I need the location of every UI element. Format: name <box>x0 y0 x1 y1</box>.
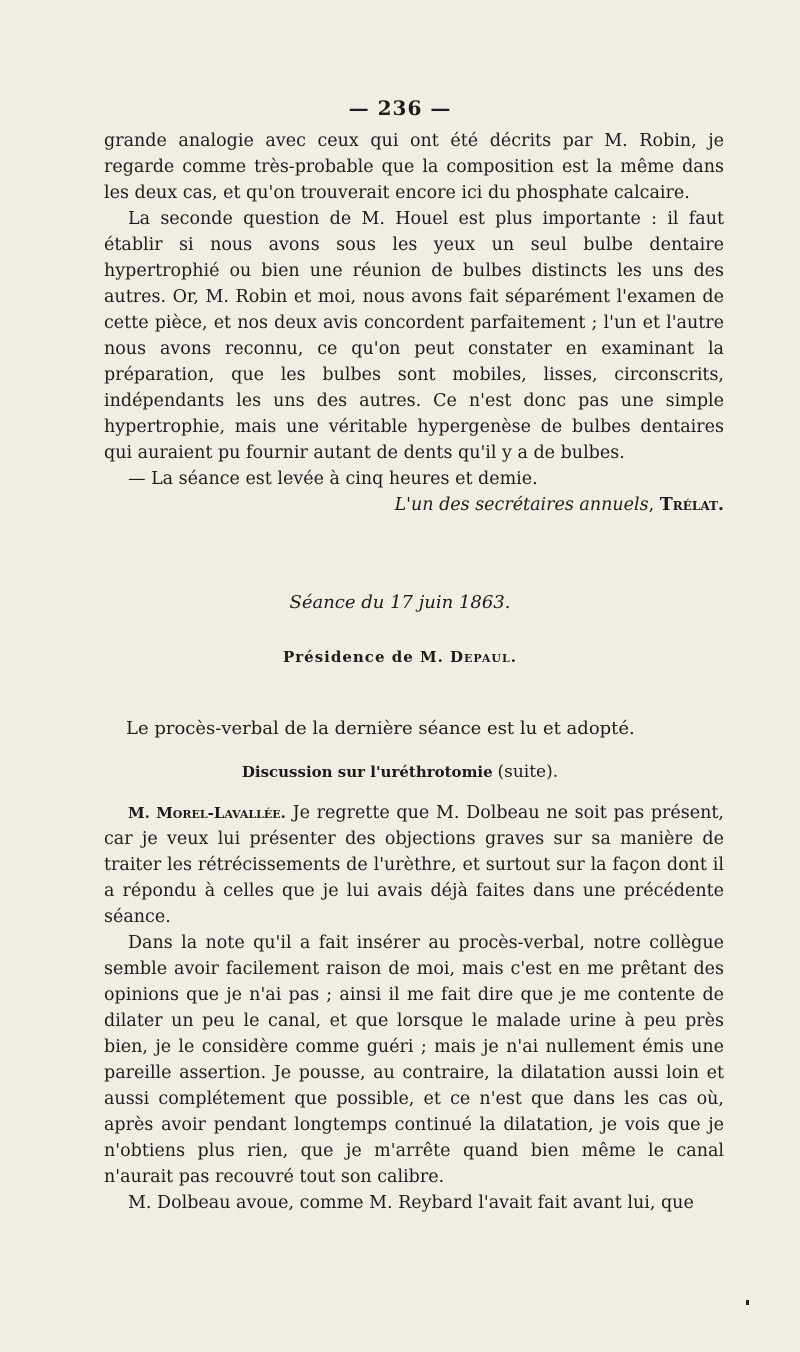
presidence-line <box>0 648 800 666</box>
signature-role: L'un des secrétaires annuels <box>394 495 649 515</box>
proces-verbal-line: Le procès-verbal de la dernière séance est lu et adopté. <box>126 718 635 739</box>
paragraph: La seconde question de M. Houel est plus importante : il faut établir si nous avons sous les yeux un seul bulbe dentaire hypertrophié ou bien une réunion de bulbes distincts les uns des autres. Or, M. Robin et moi, nous avons fait séparément l'examen de cette pièce, et nos deux avis concordent parfaitement ; l'un et l'autre nous avons reconnu, ce qu'on peut constater en examinant la préparation, que les bulbes sont mobiles, lisses, circonscrits, indépendants les uns des autres. Ce n'est donc pas une simple hypertrophie, mais une véritable hypergenèse de bulbes dentaires qui auraient pu fournir autant de dents qu'il y a de bulbes. <box>104 209 724 463</box>
presidence-name: Depaul. <box>450 648 517 666</box>
paragraph: Dans la note qu'il a fait insérer au procès-verbal, notre collègue semble avoir facilement raison de moi, mais c'est en me prêtant des opinions que je n'ai pas ; ainsi il me fait dire que je me contente de dilater un peu le canal, et que lorsque le malade urine à peu près bien, je le considère comme guéri ; mais je n'ai nullement émis une pareille assertion. Je pousse, au contraire, la dilatation aussi loin et aussi complétement que possible, et ce n'est que dans les cas où, après avoir pendant longtemps continué la dilatation, je vois que je n'obtiens plus rien, que je m'arrête quand bien même le canal n'aurait pas recouvré tout son calibre. <box>104 933 724 1187</box>
paragraph: M. Dolbeau avoue, comme M. Reybard l'avait fait avant lui, que <box>128 1193 694 1213</box>
paragraph: — La séance est levée à cinq heures et demie. <box>128 469 538 489</box>
signature-separator: , <box>648 495 655 515</box>
ink-speck <box>746 1300 749 1305</box>
presidence-label: Présidence de M. <box>283 648 444 666</box>
session-title: Séance du 17 juin 1863. <box>289 592 511 613</box>
text-block-bottom <box>104 800 724 1216</box>
signature-name: Trélat. <box>659 495 724 515</box>
discussion-heading <box>0 762 800 782</box>
speaker-name: M. Morel-Lavallée. <box>128 804 286 822</box>
text-block-top <box>104 128 724 518</box>
discussion-title: Discussion sur l'uréthrotomie <box>241 763 493 781</box>
paragraph <box>104 800 724 930</box>
page-number: — 236 — <box>348 96 452 120</box>
discussion-suffix: (suite). <box>497 762 559 782</box>
paragraph: grande analogie avec ceux qui ont été décrits par M. Robin, je regarde comme très-probable que la composition est la même dans les deux cas, et qu'on trouverait encore ici du phosphate calcaire. <box>104 131 724 203</box>
signature <box>104 492 724 518</box>
paragraph-text: Je regrette que M. Dolbeau ne soit pas présent, car je veux lui présenter des objections graves sur sa manière de traiter les rétrécissements de l'urèthre, et surtout sur la façon dont il a répondu à celles que je lui avais déjà faites dans une précédente séance. <box>104 803 724 927</box>
